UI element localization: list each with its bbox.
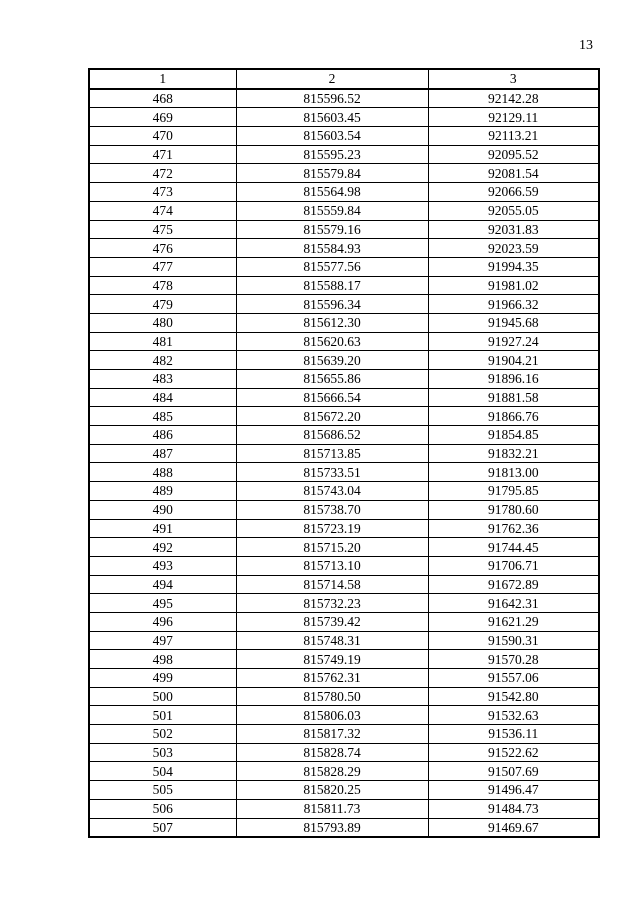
table-row [89, 706, 599, 725]
point-number-cell: 490 [89, 500, 236, 519]
point-number-cell: 496 [89, 612, 236, 631]
x-coordinate-cell: 815713.85 [236, 444, 428, 463]
y-coordinate-cell: 91522.62 [428, 743, 599, 762]
y-coordinate-cell: 91672.89 [428, 575, 599, 594]
point-number-cell: 480 [89, 313, 236, 332]
y-coordinate-cell: 92023.59 [428, 239, 599, 258]
point-number-cell: 486 [89, 426, 236, 445]
table-row [89, 556, 599, 575]
y-coordinate-cell: 91994.35 [428, 257, 599, 276]
y-coordinate-cell: 91945.68 [428, 313, 599, 332]
y-coordinate-cell: 91981.02 [428, 276, 599, 295]
table-row [89, 650, 599, 669]
table-row [89, 388, 599, 407]
y-coordinate-cell: 91532.63 [428, 706, 599, 725]
point-number-cell: 473 [89, 183, 236, 202]
point-number-cell: 497 [89, 631, 236, 650]
y-coordinate-cell: 91542.80 [428, 687, 599, 706]
y-coordinate-cell: 92055.05 [428, 201, 599, 220]
table-row [89, 669, 599, 688]
x-coordinate-cell: 815749.19 [236, 650, 428, 669]
x-coordinate-cell: 815713.10 [236, 556, 428, 575]
y-coordinate-cell: 92081.54 [428, 164, 599, 183]
x-coordinate-cell: 815666.54 [236, 388, 428, 407]
coordinates-table [88, 68, 600, 838]
x-coordinate-cell: 815596.34 [236, 295, 428, 314]
table-row [89, 239, 599, 258]
table-row [89, 482, 599, 501]
table-row [89, 183, 599, 202]
y-coordinate-cell: 91621.29 [428, 612, 599, 631]
point-number-cell: 505 [89, 781, 236, 800]
point-number-cell: 469 [89, 108, 236, 127]
x-coordinate-cell: 815715.20 [236, 538, 428, 557]
point-number-cell: 477 [89, 257, 236, 276]
y-coordinate-cell: 91854.85 [428, 426, 599, 445]
y-coordinate-cell: 91904.21 [428, 351, 599, 370]
point-number-cell: 501 [89, 706, 236, 725]
table-row [89, 575, 599, 594]
table-row [89, 631, 599, 650]
y-coordinate-cell: 91813.00 [428, 463, 599, 482]
x-coordinate-cell: 815714.58 [236, 575, 428, 594]
table-row [89, 818, 599, 837]
x-coordinate-cell: 815738.70 [236, 500, 428, 519]
point-number-cell: 471 [89, 145, 236, 164]
table-row [89, 276, 599, 295]
point-number-cell: 485 [89, 407, 236, 426]
y-coordinate-cell: 92129.11 [428, 108, 599, 127]
x-coordinate-cell: 815620.63 [236, 332, 428, 351]
point-number-cell: 470 [89, 127, 236, 146]
x-coordinate-cell: 815577.56 [236, 257, 428, 276]
x-coordinate-cell: 815723.19 [236, 519, 428, 538]
point-number-cell: 495 [89, 594, 236, 613]
x-coordinate-cell: 815732.23 [236, 594, 428, 613]
table-row [89, 762, 599, 781]
point-number-cell: 504 [89, 762, 236, 781]
y-coordinate-cell: 91536.11 [428, 725, 599, 744]
x-coordinate-cell: 815806.03 [236, 706, 428, 725]
y-coordinate-cell: 91866.76 [428, 407, 599, 426]
y-coordinate-cell: 91484.73 [428, 799, 599, 818]
table-row [89, 332, 599, 351]
y-coordinate-cell: 91795.85 [428, 482, 599, 501]
table-row [89, 201, 599, 220]
point-number-cell: 494 [89, 575, 236, 594]
x-coordinate-cell: 815733.51 [236, 463, 428, 482]
table-row [89, 594, 599, 613]
y-coordinate-cell: 92066.59 [428, 183, 599, 202]
y-coordinate-cell: 92031.83 [428, 220, 599, 239]
point-number-cell: 502 [89, 725, 236, 744]
point-number-cell: 484 [89, 388, 236, 407]
x-coordinate-cell: 815743.04 [236, 482, 428, 501]
y-coordinate-cell: 91570.28 [428, 650, 599, 669]
x-coordinate-cell: 815739.42 [236, 612, 428, 631]
table-row [89, 145, 599, 164]
point-number-cell: 507 [89, 818, 236, 837]
point-number-cell: 472 [89, 164, 236, 183]
point-number-cell: 482 [89, 351, 236, 370]
x-coordinate-cell: 815780.50 [236, 687, 428, 706]
table-row [89, 295, 599, 314]
x-coordinate-cell: 815603.45 [236, 108, 428, 127]
y-coordinate-cell: 91642.31 [428, 594, 599, 613]
x-coordinate-cell: 815603.54 [236, 127, 428, 146]
x-coordinate-cell: 815596.52 [236, 89, 428, 108]
point-number-cell: 468 [89, 89, 236, 108]
table-row [89, 743, 599, 762]
table-row [89, 687, 599, 706]
table-row [89, 463, 599, 482]
y-coordinate-cell: 91966.32 [428, 295, 599, 314]
x-coordinate-cell: 815588.17 [236, 276, 428, 295]
point-number-cell: 492 [89, 538, 236, 557]
x-coordinate-cell: 815686.52 [236, 426, 428, 445]
point-number-cell: 500 [89, 687, 236, 706]
y-coordinate-cell: 91762.36 [428, 519, 599, 538]
table-row [89, 257, 599, 276]
x-coordinate-cell: 815762.31 [236, 669, 428, 688]
column-header: 2 [236, 69, 428, 89]
header-row [89, 69, 599, 89]
table-row [89, 164, 599, 183]
x-coordinate-cell: 815820.25 [236, 781, 428, 800]
column-header: 1 [89, 69, 236, 89]
point-number-cell: 493 [89, 556, 236, 575]
x-coordinate-cell: 815559.84 [236, 201, 428, 220]
x-coordinate-cell: 815639.20 [236, 351, 428, 370]
table-row [89, 799, 599, 818]
point-number-cell: 499 [89, 669, 236, 688]
x-coordinate-cell: 815579.16 [236, 220, 428, 239]
table-row [89, 519, 599, 538]
y-coordinate-cell: 91590.31 [428, 631, 599, 650]
table-row [89, 426, 599, 445]
column-header: 3 [428, 69, 599, 89]
x-coordinate-cell: 815793.89 [236, 818, 428, 837]
y-coordinate-cell: 91881.58 [428, 388, 599, 407]
table-header [89, 69, 599, 89]
table-row [89, 725, 599, 744]
x-coordinate-cell: 815564.98 [236, 183, 428, 202]
x-coordinate-cell: 815584.93 [236, 239, 428, 258]
point-number-cell: 479 [89, 295, 236, 314]
point-number-cell: 489 [89, 482, 236, 501]
y-coordinate-cell: 92113.21 [428, 127, 599, 146]
y-coordinate-cell: 91780.60 [428, 500, 599, 519]
y-coordinate-cell: 91507.69 [428, 762, 599, 781]
y-coordinate-cell: 92095.52 [428, 145, 599, 164]
x-coordinate-cell: 815655.86 [236, 370, 428, 389]
x-coordinate-cell: 815748.31 [236, 631, 428, 650]
table-row [89, 313, 599, 332]
point-number-cell: 481 [89, 332, 236, 351]
table-row [89, 538, 599, 557]
table-row [89, 370, 599, 389]
x-coordinate-cell: 815579.84 [236, 164, 428, 183]
y-coordinate-cell: 92142.28 [428, 89, 599, 108]
table-row [89, 127, 599, 146]
y-coordinate-cell: 91927.24 [428, 332, 599, 351]
x-coordinate-cell: 815612.30 [236, 313, 428, 332]
point-number-cell: 483 [89, 370, 236, 389]
x-coordinate-cell: 815828.74 [236, 743, 428, 762]
x-coordinate-cell: 815811.73 [236, 799, 428, 818]
point-number-cell: 506 [89, 799, 236, 818]
point-number-cell: 476 [89, 239, 236, 258]
table-body [89, 89, 599, 838]
y-coordinate-cell: 91832.21 [428, 444, 599, 463]
point-number-cell: 491 [89, 519, 236, 538]
table-row [89, 500, 599, 519]
x-coordinate-cell: 815817.32 [236, 725, 428, 744]
x-coordinate-cell: 815828.29 [236, 762, 428, 781]
point-number-cell: 503 [89, 743, 236, 762]
table-row [89, 89, 599, 108]
table-row [89, 220, 599, 239]
y-coordinate-cell: 91496.47 [428, 781, 599, 800]
point-number-cell: 498 [89, 650, 236, 669]
point-number-cell: 475 [89, 220, 236, 239]
point-number-cell: 487 [89, 444, 236, 463]
table-row [89, 781, 599, 800]
page-number: 13 [579, 38, 593, 53]
y-coordinate-cell: 91744.45 [428, 538, 599, 557]
y-coordinate-cell: 91557.06 [428, 669, 599, 688]
y-coordinate-cell: 91896.16 [428, 370, 599, 389]
point-number-cell: 478 [89, 276, 236, 295]
y-coordinate-cell: 91706.71 [428, 556, 599, 575]
point-number-cell: 488 [89, 463, 236, 482]
y-coordinate-cell: 91469.67 [428, 818, 599, 837]
table-row [89, 108, 599, 127]
x-coordinate-cell: 815595.23 [236, 145, 428, 164]
table-row [89, 351, 599, 370]
table-row [89, 444, 599, 463]
point-number-cell: 474 [89, 201, 236, 220]
table-row [89, 612, 599, 631]
x-coordinate-cell: 815672.20 [236, 407, 428, 426]
table-row [89, 407, 599, 426]
